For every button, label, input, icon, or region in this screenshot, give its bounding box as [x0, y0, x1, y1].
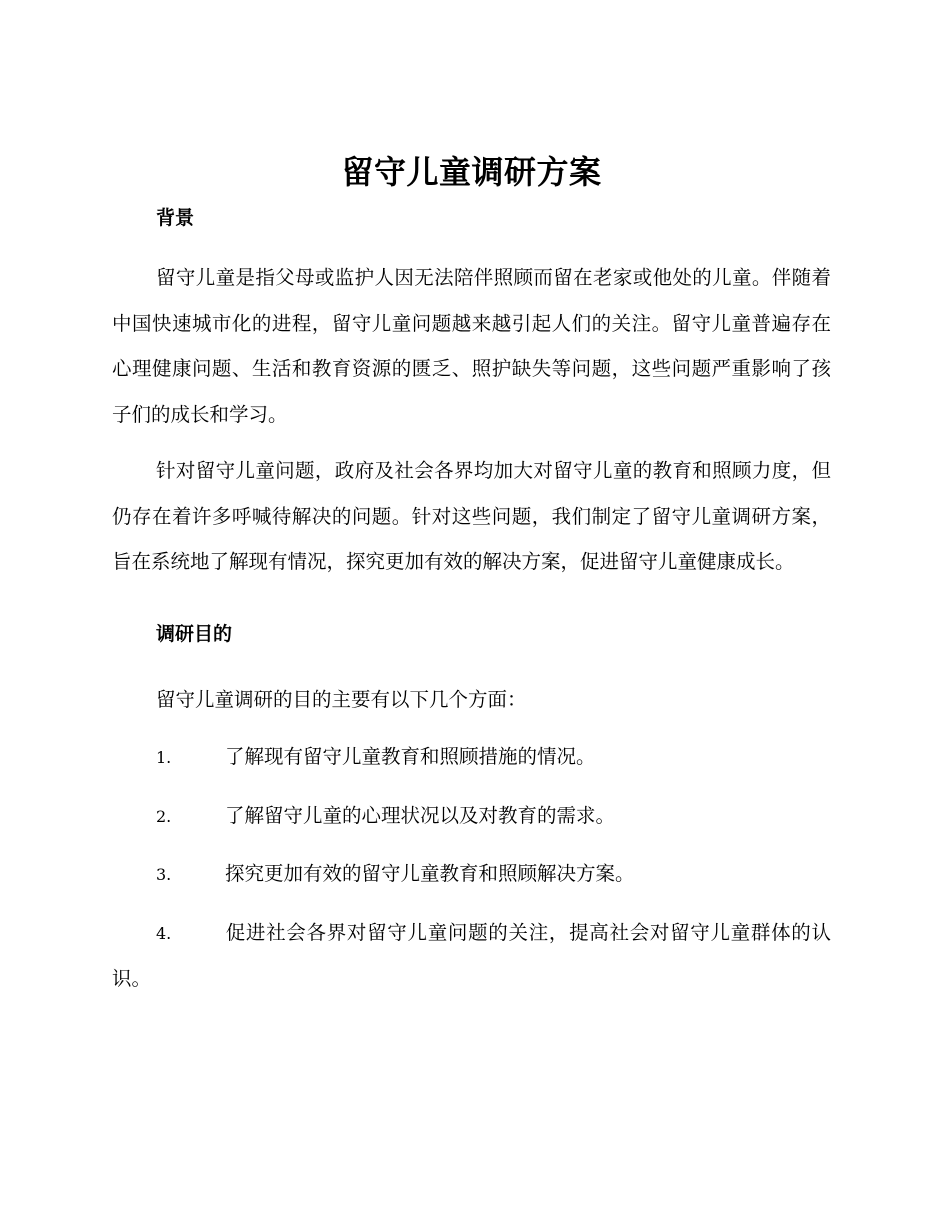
list-item-number: 1. — [156, 748, 172, 767]
list-item — [112, 851, 831, 898]
list-item-number: 2. — [156, 806, 172, 826]
goals-list — [112, 734, 831, 1002]
list-item-text: 探究更加有效的留守儿童教育和照顾解决方案。 — [225, 862, 635, 885]
paragraph-goals-intro: 留守儿童调研的目的主要有以下几个方面： — [156, 687, 527, 711]
paragraph-background-2: 针对留守儿童问题，政府及社会各界均加大对留守儿童的教育和照顾力度，但仍存在着许多呼喊待解决的问题。针对这些问题，我们制定了留守儿童调研方案，旨在系统地了解现有情况，探究更加有效的解决方案，促进留守儿童健康成长。 — [112, 459, 831, 573]
list-item-text: 了解现有留守儿童教育和照顾措施的情况。 — [225, 745, 596, 768]
document-title: 留守儿童调研方案 — [341, 153, 602, 191]
list-item-text: 促进社会各界对留守儿童问题的关注，提高社会对留守儿童群体的认识。 — [112, 920, 831, 990]
list-item-number: 4. — [156, 923, 172, 943]
paragraph-background-1: 留守儿童是指父母或监护人因无法陪伴照顾而留在老家或他处的儿童。伴随着中国快速城市化的进程，留守儿童问题越来越引起人们的关注。留守儿童普遍存在心理健康问题、生活和教育资源的匮乏、照护缺失等问题，这些问题严重影响了孩子们的成长和学习。 — [112, 266, 831, 426]
list-item — [112, 734, 831, 781]
section-research-goals — [112, 620, 831, 1002]
section-heading-research-goals: 调研目的 — [156, 622, 233, 645]
list-item — [112, 910, 831, 1002]
list-item — [112, 793, 831, 840]
section-background — [112, 204, 831, 585]
section-heading-background: 背景 — [156, 207, 195, 229]
list-item-number: 3. — [156, 865, 172, 884]
list-item-text: 了解留守儿童的心理状况以及对教育的需求。 — [225, 803, 616, 827]
